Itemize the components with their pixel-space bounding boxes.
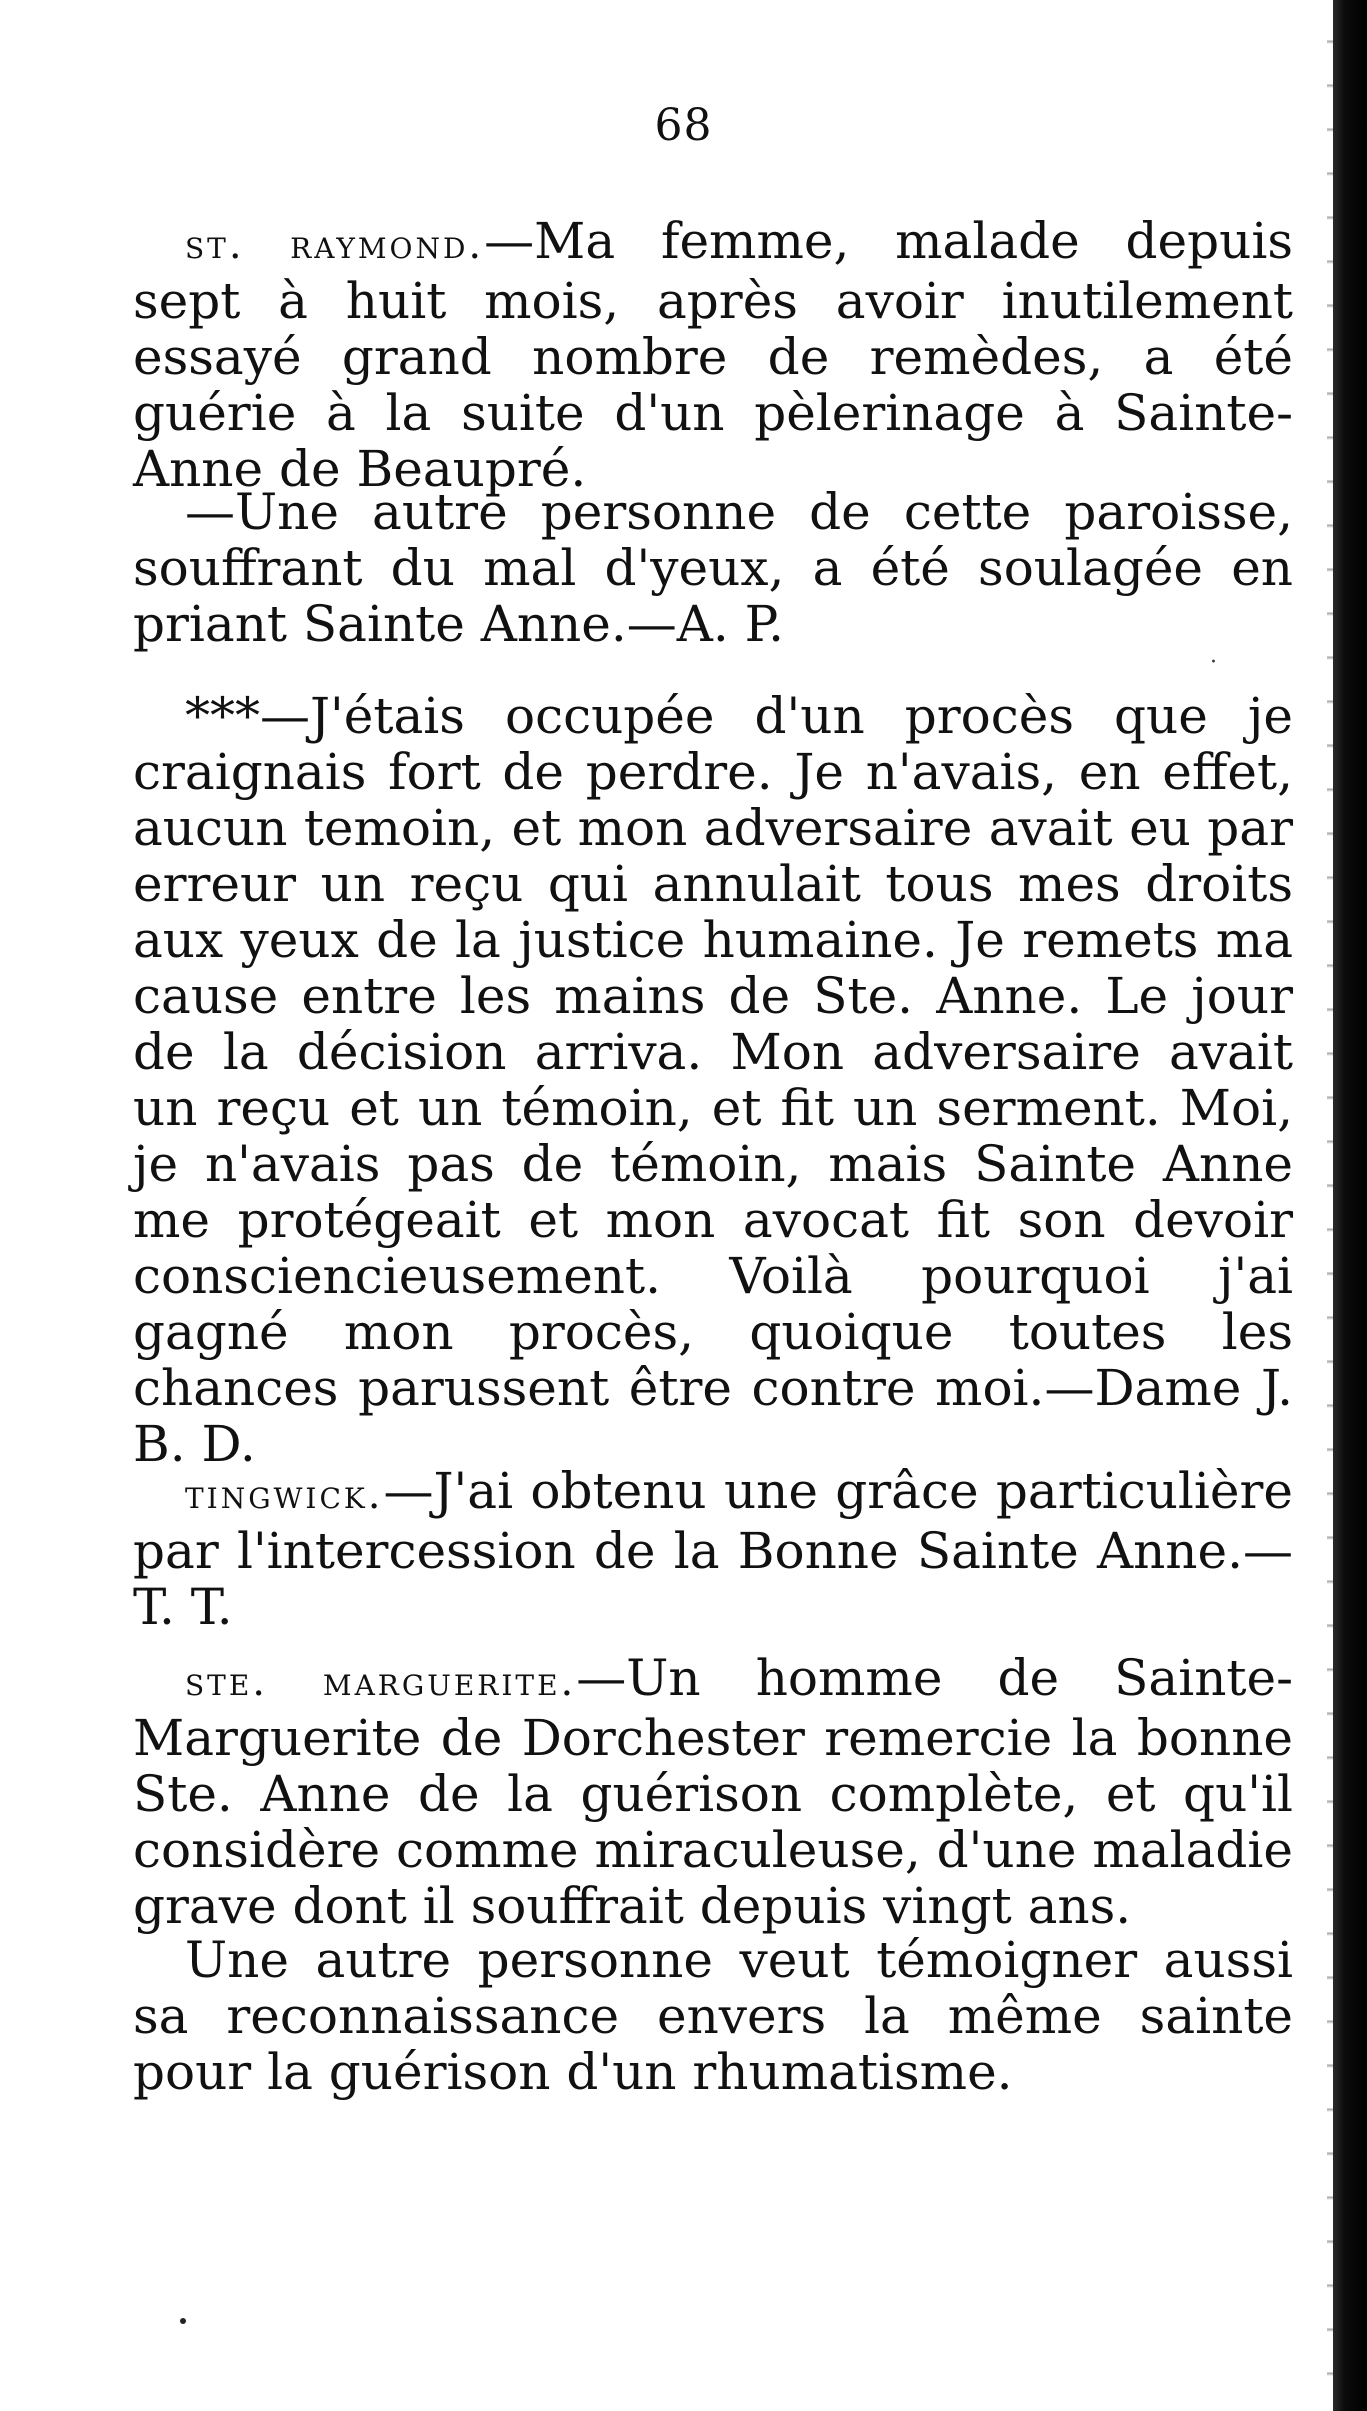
testimony-proces [133, 688, 1293, 1472]
paragraph-text: —Ma femme, malade depuis sept à huit mois, après avoir inutilement essayé grand nombre de remèdes, a été guérie à la suite d'un pèlerinage à Sainte-Anne de Beaupré. [133, 212, 1294, 498]
paragraph [133, 1650, 1293, 1934]
paragraph [133, 688, 1293, 1472]
paragraph-text: —J'étais occupée d'un procès que je craignais fort de perdre. Je n'avais, en effet, aucun temoin, et mon adversaire avait eu par erreur un reçu qui annulait tous mes droits aux yeux de la justice humaine. Je remets ma cause entre les mains de Ste. Anne. Le jour de la décision arriva. Mon adversaire avait un reçu et un témoin, et fit un serment. Moi, je n'avais pas de témoin, mais Sainte Anne me protégeait et mon avocat fit son devoir consciencieusement. Voilà pourquoi j'ai gagné mon procès, quoique toutes les chances parussent être contre moi.—Dame J. B. D. [133, 687, 1293, 1473]
paragraph [133, 213, 1293, 497]
paragraph [133, 1463, 1293, 1635]
paragraph-text: —Un homme de Sainte-Marguerite de Dorchester remercie la bonne Ste. Anne de la guérison complète, et qu'il considère comme miraculeuse, d'une maladie grave dont il souffrait depuis vingt ans. [133, 1649, 1293, 1935]
scan-speck: · [1210, 650, 1217, 675]
scan-dot [180, 2318, 186, 2324]
binding-edge [1333, 0, 1367, 2411]
place-name: ste. marguerite. [185, 1659, 577, 1705]
testimony-tingwick [133, 1463, 1293, 1635]
testimony-st-raymond [133, 213, 1293, 497]
place-name: st. raymond. [185, 222, 485, 268]
paragraph-text: —J'ai obtenu une grâce particulière par l'intercession de la Bonne Sainte Anne.—T. T. [133, 1462, 1293, 1636]
testimony-ste-marguerite [133, 1650, 1293, 1934]
paragraph-text: —Une autre personne de cette paroisse, souffrant du mal d'yeux, a été soulagée en priant Sainte Anne.—A. P. [133, 483, 1293, 653]
place-name: tingwick. [185, 1472, 384, 1518]
asterism: *** [185, 687, 260, 745]
testimony-autre-personne [133, 484, 1293, 652]
page-number: 68 [654, 100, 713, 151]
paragraph [133, 1932, 1293, 2100]
testimony-rhumatisme [133, 1932, 1293, 2100]
paragraph-text: Une autre personne veut témoigner aussi sa reconnaissance envers la même sainte pour la guérison d'un rhumatisme. [133, 1931, 1293, 2101]
paragraph [133, 484, 1293, 652]
